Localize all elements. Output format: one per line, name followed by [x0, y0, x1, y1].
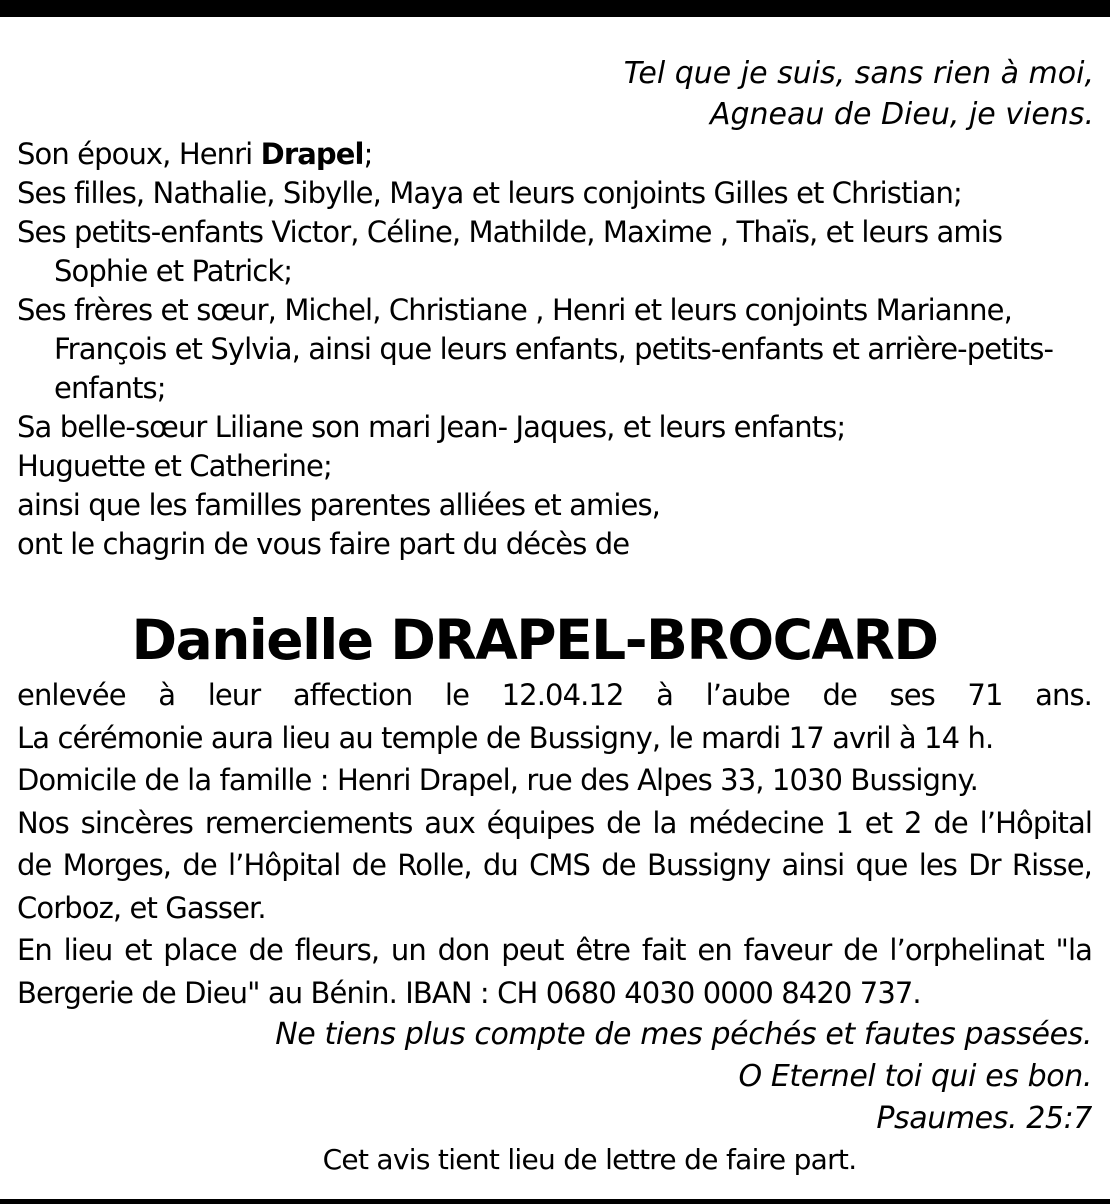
obituary-notice — [17, 53, 1092, 1180]
spouse-surname: Drapel — [260, 137, 364, 171]
verse-reference: Psaumes. 25:7 — [876, 1101, 1092, 1136]
family-line: ainsi que les familles parentes alliées et amies, — [17, 488, 660, 522]
verse-line-1: Ne tiens plus compte de mes péchés et fautes passées. — [275, 1017, 1092, 1052]
top-rule — [0, 0, 1110, 17]
thanks-paragraph: Nos sincères remerciements aux équipes de la médecine 1 et 2 de l’Hôpital de Morges, de l’Hôpital de Rolle, du CMS de Bussigny ainsi que les Dr Risse, Corboz, et Gasser. — [17, 805, 1092, 925]
spouse-prefix: Son époux, Henri — [17, 137, 261, 171]
verse-line-2: O Eternel toi qui es bon. — [738, 1059, 1092, 1094]
deceased-name: Danielle DRAPEL-BROCARD — [131, 608, 938, 672]
details — [17, 674, 1092, 1014]
family-list — [17, 135, 1092, 564]
family-line: Ses frères et sœur, Michel, Christiane , Henri et leurs conjoints Marianne, François et Sylvia, ainsi que leurs enfants, petits-enfants et arrière-petits-enfants; — [17, 293, 1054, 405]
ceremony-line: La cérémonie aura lieu au temple de Bussigny, le mardi 17 avril à 14 h. — [17, 720, 994, 755]
death-line: enlevée à leur affection le 12.04.12 à l’aube de ses 71 ans. — [17, 678, 1092, 712]
family-line-spouse — [17, 135, 1092, 174]
closing-verse — [17, 1014, 1092, 1140]
epigraph-line-1: Tel que je suis, sans rien à moi, — [623, 56, 1094, 91]
bottom-rule — [0, 1199, 1110, 1204]
donation-paragraph: En lieu et place de fleurs, un don peut être fait en faveur de l’orphelinat "la Bergerie de Dieu" au Bénin. IBAN : CH 0680 4030 0000 8420 737. — [17, 933, 1092, 1010]
family-line: Ses filles, Nathalie, Sibylle, Maya et leurs conjoints Gilles et Christian; — [17, 176, 962, 210]
family-line: ont le chagrin de vous faire part du décès de — [17, 527, 630, 561]
family-line: Huguette et Catherine; — [17, 449, 332, 483]
family-line: Ses petits-enfants Victor, Céline, Mathilde, Maxime , Thaïs, et leurs amis Sophie et Patrick; — [17, 215, 1003, 288]
family-line: Sa belle-sœur Liliane son mari Jean- Jaques, et leurs enfants; — [17, 410, 846, 444]
domicile-line: Domicile de la famille : Henri Drapel, rue des Alpes 33, 1030 Bussigny. — [17, 763, 978, 797]
spouse-suffix: ; — [363, 137, 373, 171]
epigraph — [17, 53, 1094, 135]
closing-note: Cet avis tient lieu de lettre de faire part. — [322, 1143, 857, 1176]
epigraph-line-2: Agneau de Dieu, je viens. — [709, 97, 1094, 132]
